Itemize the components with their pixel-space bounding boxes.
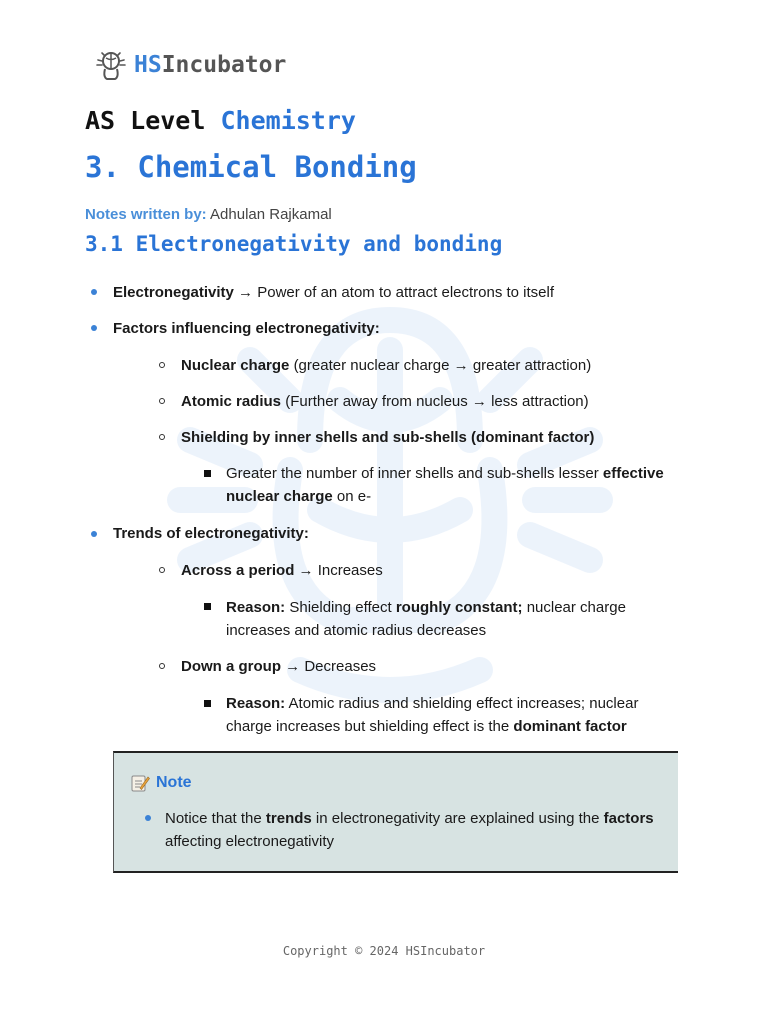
note-header [130, 773, 192, 793]
note-box [113, 751, 678, 873]
bullet-circle [159, 434, 165, 440]
bullet-dot [145, 815, 151, 821]
note-text: Notice that the trends in electronegativity are explained using the factors affecting electronegativity [165, 810, 654, 850]
bullet-circle [159, 398, 165, 404]
bullet-circle [159, 567, 165, 573]
list-item-factors: Factors influencing electronegativity: [113, 320, 380, 337]
brain-logo-icon [94, 48, 128, 82]
byline: Notes written by: Adhulan Rajkamal [85, 206, 332, 223]
bullet-square [204, 470, 211, 477]
list-item-trends: Trends of electronegativity: [113, 525, 309, 542]
brand-name: HSIncubator [134, 52, 287, 78]
page-title: AS Level Chemistry [85, 106, 356, 135]
copyright-footer: Copyright © 2024 HSIncubator [282, 944, 486, 958]
bullet-dot [91, 531, 97, 537]
chapter-title: 3. Chemical Bonding [85, 150, 417, 184]
note-title: Note [156, 774, 192, 791]
bullet-dot [91, 289, 97, 295]
bullet-square [204, 603, 211, 610]
bullet-dot [91, 325, 97, 331]
list-item-period-reason: Reason: Shielding effect roughly constant; nuclear charge increases and atomic radius decreases [226, 599, 626, 639]
list-item-across-period: Across a period → Increases [181, 562, 383, 579]
list-item-group-reason: Reason: Atomic radius and shielding effect increases; nuclear charge increases but shielding effect is the dominant factor [226, 695, 639, 735]
list-item-nuclear-charge: Nuclear charge (greater nuclear charge → greater attraction) [181, 357, 592, 374]
section-heading: 3.1 Electronegativity and bonding [85, 232, 503, 256]
list-item-electronegativity: Electronegativity → Power of an atom to attract electrons to itself [113, 284, 555, 301]
memo-icon [130, 773, 150, 793]
list-item-shielding: Shielding by inner shells and sub-shells (dominant factor) [181, 429, 595, 446]
bullet-circle [159, 362, 165, 368]
brand-logo [94, 48, 286, 82]
list-item-down-group: Down a group → Decreases [181, 658, 377, 675]
list-item-shielding-detail: Greater the number of inner shells and sub-shells lesser effective nuclear charge on e- [226, 465, 664, 505]
bullet-circle [159, 663, 165, 669]
bullet-square [204, 700, 211, 707]
list-item-atomic-radius: Atomic radius (Further away from nucleus → less attraction) [181, 393, 589, 410]
